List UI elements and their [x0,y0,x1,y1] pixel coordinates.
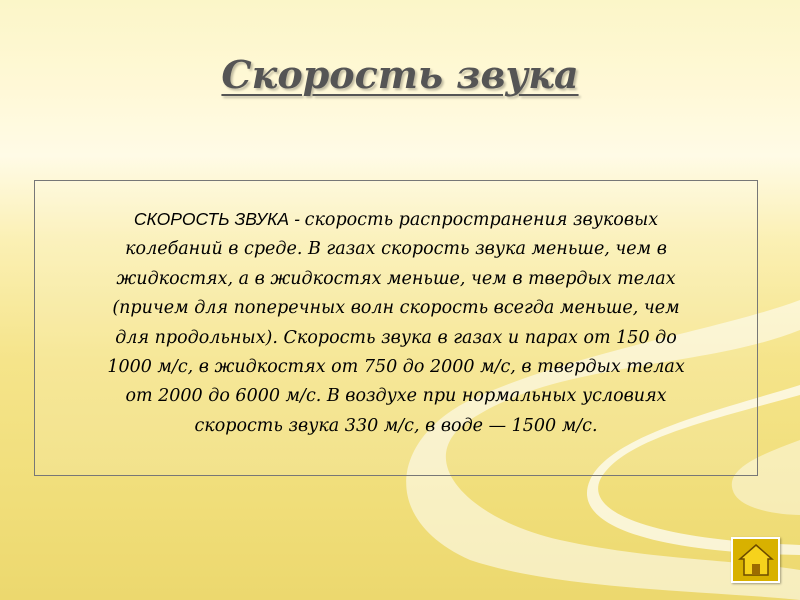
definition-line: 1000 м/с, в жидкостях от 750 до 2000 м/с, в твердых телах [107,357,685,378]
definition-line-1 [40,205,752,235]
definition-separator: - [289,209,305,229]
slide-title: Скорость звука [221,52,579,97]
definition-line: скорость распространения звуковых [304,210,659,230]
definition-line: для продольных). Скорость звука в газах и парах от 150 до [115,327,677,348]
definition-line: колебаний в среде. В газах скорость звука меньше, чем в [125,239,667,260]
definition-text [40,205,752,441]
definition-line: жидкостях, а в жидкостях меньше, чем в твердых телах [116,268,676,289]
definition-line: (причем для поперечных волн скорость всегда меньше, чем [112,298,680,319]
home-button[interactable] [731,537,780,583]
definition-line: от 2000 до 6000 м/с. В воздухе при нормальных условиях [125,386,667,407]
definition-line: скорость звука 330 м/с, в воде — 1500 м/с. [194,415,598,436]
home-icon [738,543,774,577]
definition-term: СКОРОСТЬ ЗВУКА [133,209,290,229]
